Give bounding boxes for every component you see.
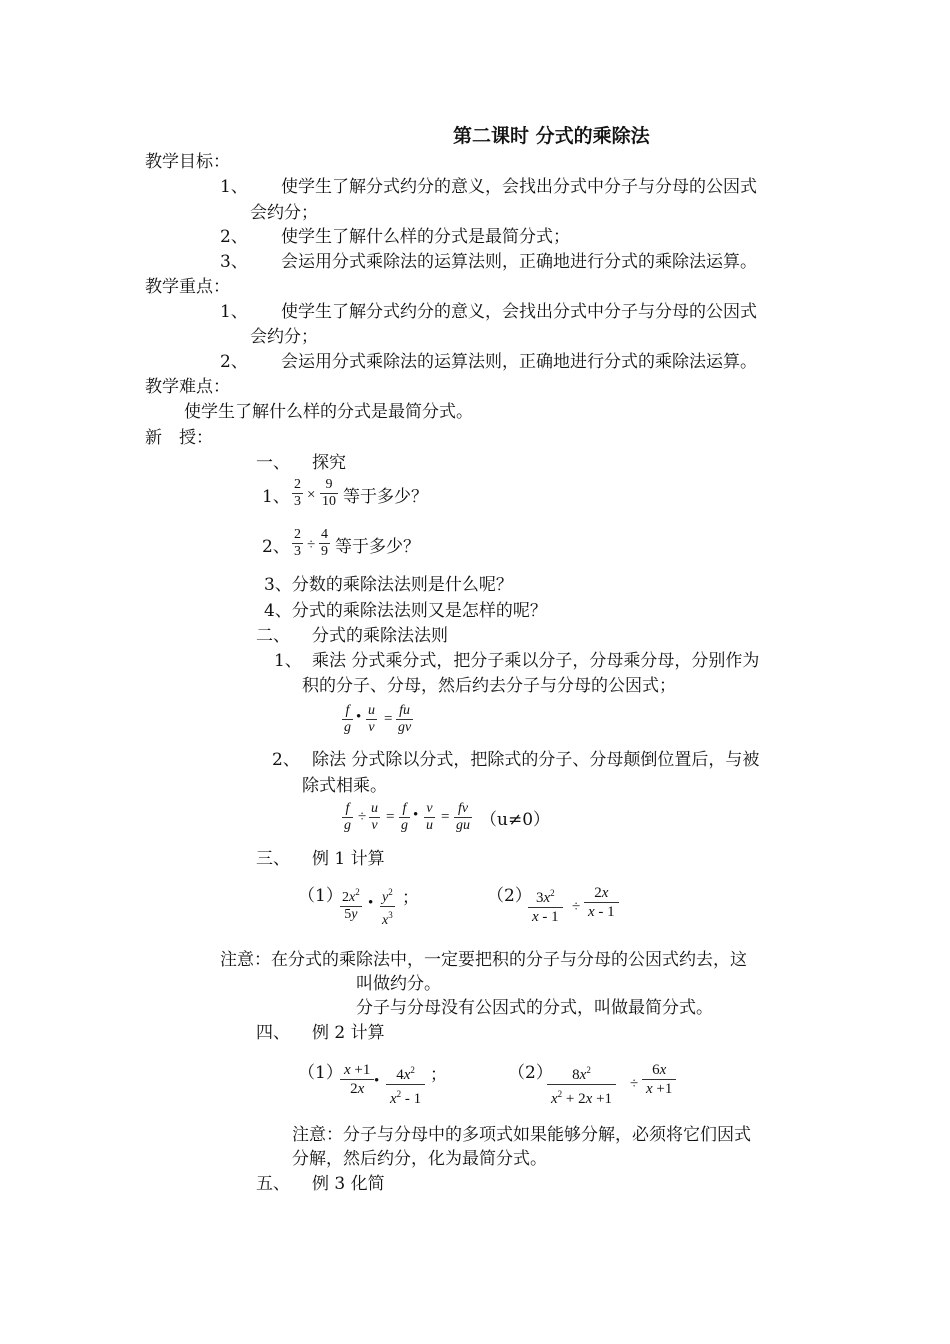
key-point-2-text: 会运用分式乘除法的运算法则，正确地进行分式的乘除法运算。 — [281, 352, 757, 372]
formula-fu-over-gv: fu gv — [398, 703, 412, 735]
ex2-2-fraction-a: $8x^2$ $x^2 + 2x +1$ — [547, 1061, 616, 1108]
ex2-1-label: （1） — [298, 1063, 343, 1083]
sec3-title: 例 1 计算 — [312, 849, 385, 869]
fraction-4-9: 4 9 — [321, 527, 328, 559]
note1-line2: 叫做约分。 — [356, 974, 441, 994]
new-lesson-heading: 新 授： — [145, 428, 213, 448]
q1-num: 1、 — [262, 487, 290, 507]
times-sign: × — [307, 487, 316, 503]
divide-sign: ÷ — [307, 537, 316, 553]
ex1-1-fraction-b: $y^2$ $x^3$ — [382, 887, 393, 928]
formula2-u-over-v: u v — [371, 801, 378, 833]
q2-text: 等于多少？ — [335, 537, 420, 557]
ex2-1-fraction-b: $4x^2$ $x^2 - 1$ — [386, 1061, 425, 1108]
difficulty-heading: 教学难点： — [145, 377, 230, 397]
equals-sign: = — [384, 711, 393, 727]
objective-2-num: 2、 — [220, 227, 248, 247]
key-point-2-num: 2、 — [220, 352, 248, 372]
rule2-text-cont: 除式相乘。 — [302, 776, 387, 796]
ex2-2-fraction-b: 6x x +1 — [642, 1061, 676, 1098]
rule1-text: 乘法 分式乘分式，把分子乘以分子，分母乘分母，分别作为 — [312, 651, 760, 671]
rule2-num: 2、 — [272, 750, 300, 770]
ex2-1-fraction-a: x +1 2x — [340, 1061, 374, 1098]
q1-text: 等于多少？ — [343, 487, 428, 507]
formula2-f-over-g-b: f g — [401, 801, 408, 833]
ex1-2-fraction-a: $3x^2$ x - 1 — [528, 884, 563, 926]
ex1-2-label: （2） — [487, 886, 532, 906]
rule1-text-cont: 积的分子、分母，然后约去分子与分母的公因式； — [302, 676, 676, 696]
page-title: 第二课时 分式的乘除法 — [453, 125, 650, 147]
sec3-num: 三、 — [256, 849, 290, 869]
note1-line3: 分子与分母没有公因式的分式，叫做最简分式。 — [356, 998, 713, 1018]
ex2-separator: ； — [430, 1065, 447, 1085]
note1-line1: 注意：在分式的乘除法中，一定要把积的分子与分母的公因式约去，这 — [220, 950, 747, 970]
key-points-heading: 教学重点： — [145, 277, 230, 297]
dot-sign-2: • — [413, 807, 419, 823]
fraction-9-10: 9 10 — [322, 477, 336, 509]
note2-line1: 注意：分子与分母中的多项式如果能够分解，必须将它们因式 — [292, 1125, 751, 1145]
sec1-title: 探究 — [312, 453, 346, 473]
divide-sign-2: ÷ — [358, 809, 367, 825]
formula-f-over-g: f g — [344, 703, 351, 735]
ex2-1-dot: • — [374, 1073, 380, 1089]
equals-sign-2: = — [386, 809, 395, 825]
fraction-2-3: 2 3 — [294, 477, 301, 509]
ex1-2-divide: ÷ — [572, 899, 581, 915]
fraction-2-3-b: 2 3 — [294, 527, 301, 559]
formula2-v-over-u: v u — [426, 801, 433, 833]
ex1-1-dot: • — [368, 895, 374, 911]
q2-num: 2、 — [262, 537, 290, 557]
formula2-fv-over-gu: fv gu — [456, 801, 470, 833]
formula2-f-over-g: f g — [344, 801, 351, 833]
key-point-1-num: 1、 — [220, 302, 248, 322]
sec2-title: 分式的乘除法法则 — [312, 626, 448, 646]
rule2-condition: （u≠0） — [480, 810, 551, 830]
rule1-num: 1、 — [274, 651, 302, 671]
sec4-title: 例 2 计算 — [312, 1023, 385, 1043]
q4-text: 4、分式的乘除法法则又是怎样的呢？ — [264, 601, 547, 621]
key-point-1-text: 使学生了解分式约分的意义，会找出分式中分子与分母的公因式 — [281, 302, 757, 322]
sec5-title: 例 3 化简 — [312, 1174, 385, 1194]
equals-sign-3: = — [441, 809, 450, 825]
ex2-2-label: （2） — [508, 1063, 553, 1083]
formula-u-over-v: u v — [368, 703, 375, 735]
objective-1-num: 1、 — [220, 177, 248, 197]
ex2-2-divide: ÷ — [630, 1076, 639, 1092]
objective-3-text: 会运用分式乘除法的运算法则，正确地进行分式的乘除法运算。 — [281, 252, 757, 272]
objective-2-text: 使学生了解什么样的分式是最简分式； — [281, 227, 570, 247]
sec5-num: 五、 — [256, 1174, 290, 1194]
objective-1-text-cont: 会约分； — [250, 203, 318, 223]
q3-text: 3、分数的乘除法法则是什么呢？ — [264, 575, 513, 595]
note2-line2: 分解，然后约分，化为最简分式。 — [292, 1149, 547, 1169]
dot-sign: • — [356, 709, 362, 725]
ex1-1-label: （1） — [298, 886, 343, 906]
difficulty-text: 使学生了解什么样的分式是最简分式。 — [184, 402, 473, 422]
objectives-heading: 教学目标： — [145, 152, 230, 172]
rule2-text: 除法 分式除以分式，把除式的分子、分母颠倒位置后，与被 — [312, 750, 760, 770]
ex1-2-fraction-b: 2x x - 1 — [584, 884, 619, 921]
ex1-1-fraction-a: $2x^2$ 5y — [342, 887, 360, 922]
sec1-num: 一、 — [256, 453, 290, 473]
sec4-num: 四、 — [256, 1023, 290, 1043]
ex1-separator: ； — [402, 888, 419, 908]
objective-3-num: 3、 — [220, 252, 248, 272]
sec2-num: 二、 — [256, 626, 290, 646]
objective-1-text: 使学生了解分式约分的意义，会找出分式中分子与分母的公因式 — [281, 177, 757, 197]
key-point-1-text-cont: 会约分； — [250, 327, 318, 347]
